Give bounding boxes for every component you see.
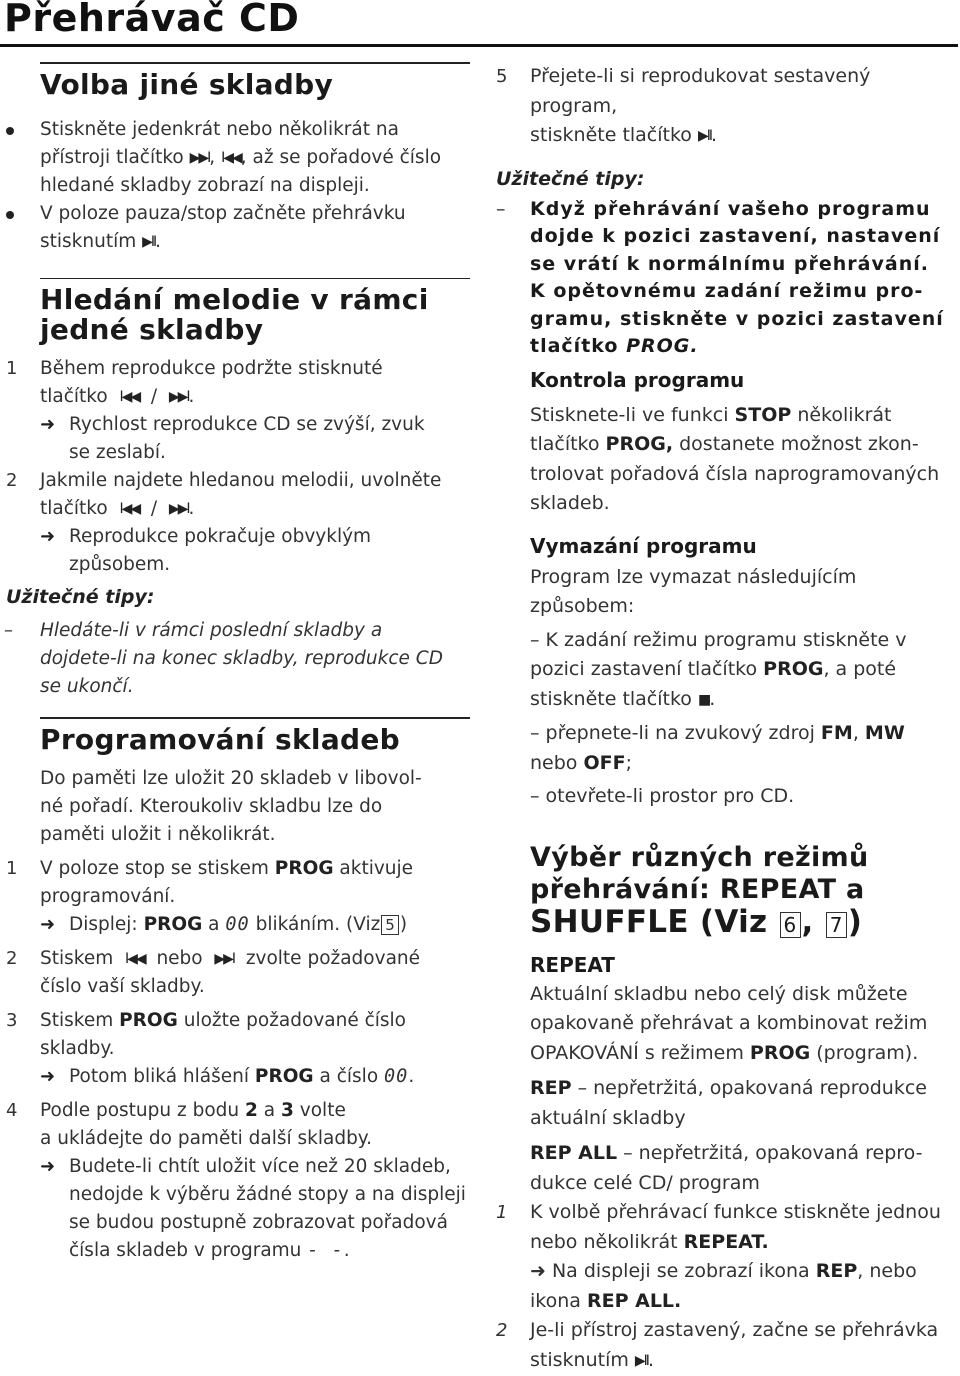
- intro-paragraph: Do paměti lze uložit 20 skladeb v libovol- né pořadí. Kteroukoliv skladbu lze do paměti uložit i několikrát.: [0, 765, 470, 849]
- stop-icon: ■: [698, 686, 709, 716]
- bullet-item: V poloze pauza/stop začněte přehrávku stisknutím ▶II.: [0, 200, 470, 256]
- section-title-hledani: Hledání melodie v rámci jedné skladby: [0, 285, 470, 345]
- next-icon: ▶▶I: [169, 383, 189, 411]
- vymazani-section: Vymazání programu Program lze vymazat následujícím způsobem: – K zadání režimu programu stiskněte v pozici zastavení tlačítko PROG, a poté stiskněte tlačítko ■. – přepnete-li na zvukový zdroj FM, MW nebo OFF; – otevřete-li prostor pro CD.: [490, 531, 952, 812]
- section-title-programovani: Programování skladeb: [0, 725, 470, 755]
- title-rule: [0, 44, 958, 47]
- step-2: 2 Jakmile najdete hledanou melodii, uvolněte tlačítko I◀◀ / ▶▶I. ➜ Reprodukce pokračuje obvyklým způsobem.: [0, 467, 470, 579]
- page-title: Přehrávač CD: [4, 0, 299, 40]
- arrow-icon: ➜: [40, 1153, 55, 1181]
- arrow-icon: ➜: [40, 1063, 55, 1091]
- step-5: 5 Přejete-li si reprodukovat sestavený program, stiskněte tlačítko ▶II.: [490, 62, 952, 152]
- repeat-step-2: 2 Je-li přístroj zastavený, začne se přehrávka stisknutím ▶II.: [490, 1316, 952, 1376]
- prev-icon: I◀◀: [221, 144, 241, 172]
- next-icon: ▶▶I: [214, 945, 234, 973]
- lcd-digits: 00: [384, 1066, 408, 1087]
- tips-heading: Užitečné tipy:: [0, 583, 470, 611]
- next-icon: ▶▶I: [190, 144, 210, 172]
- lcd-digits: 00: [225, 914, 249, 935]
- step-4: 4 Podle postupu z bodu 2 a 3 volte a ukládejte do paměti další skladby. ➜ Budete-li chtít uložit více než 20 skladeb, nedojde k výběru žádné stopy a na displeji se budou postupně zobrazovat pořadová čísla skladeb v programu - -.: [0, 1097, 470, 1265]
- repeat-step-1: 1 K volbě přehrávací funkce stiskněte jednou nebo několikrát REPEAT. ➜ Na displeji se zobrazí ikona REP, nebo ikona REP ALL.: [490, 1198, 952, 1316]
- arrow-icon: ➜: [40, 411, 55, 439]
- arrow-icon: ➜: [40, 523, 55, 551]
- lcd-digits: - -: [307, 1240, 343, 1261]
- play-pause-icon: ▶II: [635, 1347, 648, 1376]
- figure-ref: 7: [826, 912, 847, 938]
- subsection-title: Vymazání programu: [530, 531, 952, 561]
- tip-item: – Hledáte-li v rámci poslední skladby a dojdete-li na konec skladby, reprodukce CD se ukončí.: [0, 617, 470, 701]
- repeat-shuffle-section: Výběr různých režimů přehrávání: REPEAT a SHUFFLE (Viz 6 , 7 ) REPEAT Aktuální skladbu nebo celý disk můžete opakovaně přehrávat a kombinovat režim OPAKOVÁNÍ s režimem PROG (program). REP – nepřetržitá, opakovaná reprodukce aktuální skladby REP ALL – nepřetržitá, opakovaná repro- dukce celé CD/ program: [490, 842, 952, 1199]
- bullet-icon: [6, 127, 14, 135]
- section-title-rezimy: Výběr různých režimů přehrávání: REPEAT a SHUFFLE (Viz 6 , 7 ): [530, 842, 952, 938]
- figure-ref: 6: [780, 912, 801, 938]
- step-3: 3 Stiskem PROG uložte požadované číslo skladby. ➜ Potom bliká hlášení PROG a číslo 00.: [0, 1007, 470, 1091]
- bullet-icon: [6, 211, 14, 219]
- prev-icon: I◀◀: [125, 945, 145, 973]
- bullet-item: Stiskněte jedenkrát nebo několikrát na přístroji tlačítko ▶▶I, I◀◀, až se pořadové číslo hledané skladby zobrazí na displeji.: [0, 116, 470, 200]
- section-title-volba: Volba jiné skladby: [0, 70, 470, 100]
- section-rule: [40, 717, 470, 719]
- section-rule: [40, 62, 470, 64]
- step-2: 2 Stiskem I◀◀ nebo ▶▶I zvolte požadované číslo vaší skladby.: [0, 945, 470, 1001]
- arrow-icon: ➜: [530, 1260, 546, 1282]
- kontrola-section: Kontrola programu Stisknete-li ve funkci STOP několikrát tlačítko PROG, dostanete možnost zkon- trolovat pořadová čísla naprogramovaných skladeb.: [490, 365, 952, 519]
- subsection-title: Kontrola programu: [530, 365, 952, 395]
- next-icon: ▶▶I: [169, 495, 189, 523]
- section-rule: [40, 278, 470, 280]
- prev-icon: I◀◀: [119, 383, 139, 411]
- arrow-icon: ➜: [40, 911, 55, 939]
- play-pause-icon: ▶II: [698, 122, 711, 152]
- right-column: [490, 62, 952, 1376]
- step-1: 1 V poloze stop se stiskem PROG aktivuje programování. ➜ Displej: PROG a 00 blikáním. (Viz 5 ): [0, 855, 470, 939]
- figure-ref: 5: [381, 915, 399, 935]
- play-pause-icon: ▶II: [142, 228, 155, 256]
- step-1: 1 Během reprodukce podržte stisknuté tlačítko I◀◀ / ▶▶I. ➜ Rychlost reprodukce CD se zvýší, zvuk se zeslabí.: [0, 355, 470, 467]
- subsection-title: REPEAT: [530, 950, 952, 980]
- tips-heading: Užitečné tipy:: [490, 168, 952, 190]
- bold-tip: – Když přehrávání vašeho programu dojde k pozici zastavení, nastavení se vrátí k normálnímu přehrávání. K opětovnému zadání režimu pro- gramu, stiskněte v pozici zastavení tlačítko PROG.: [490, 196, 952, 361]
- left-column: [0, 62, 470, 1265]
- prev-icon: I◀◀: [119, 495, 139, 523]
